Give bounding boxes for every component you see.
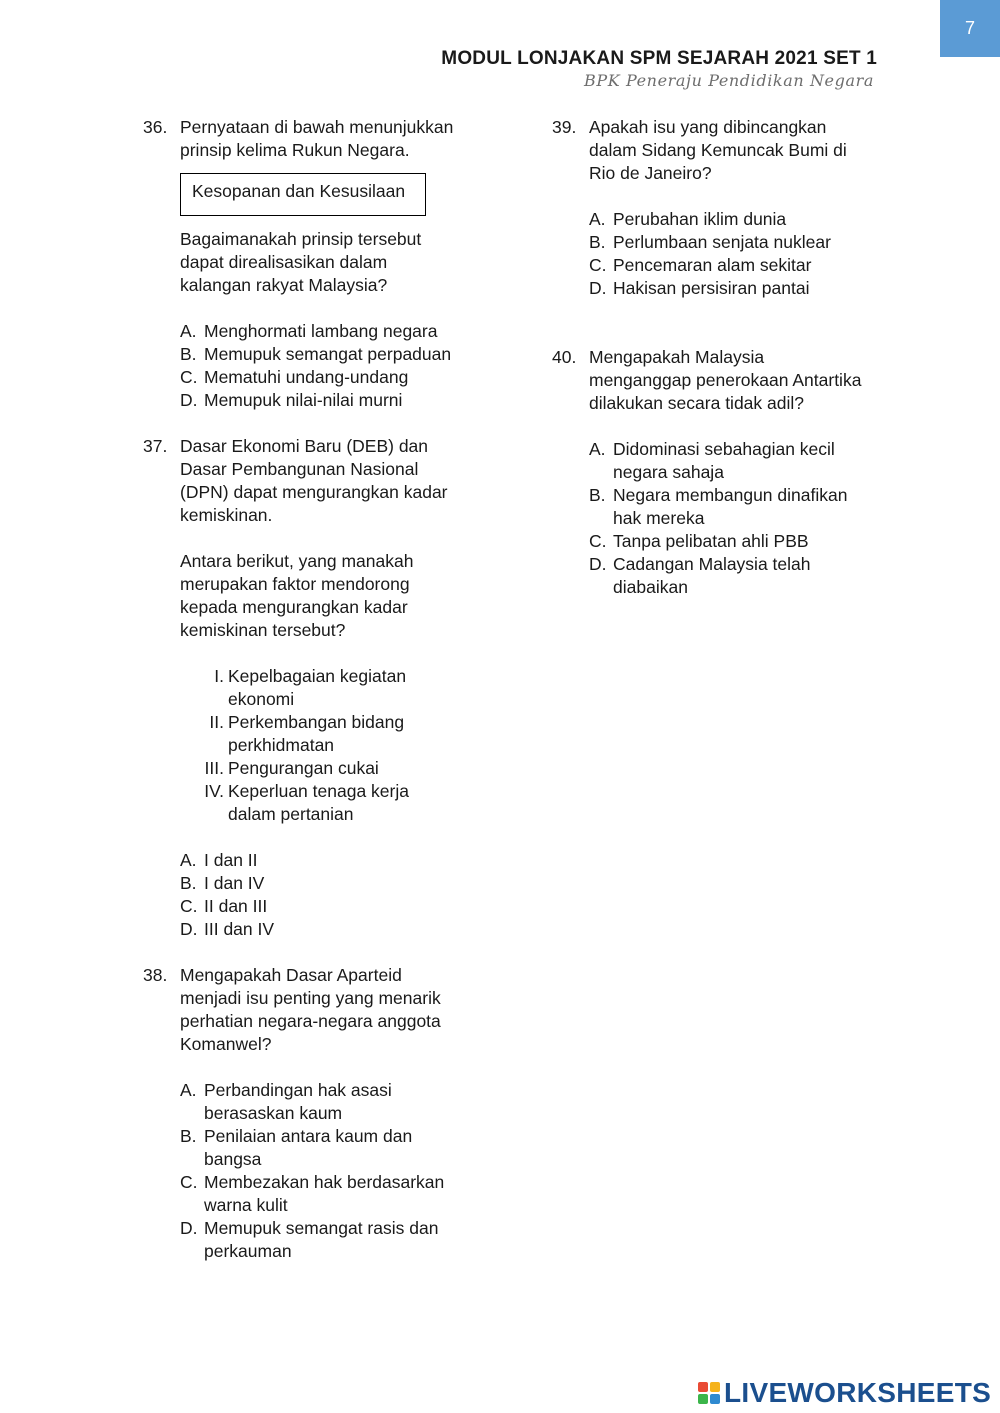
option-b[interactable]: B. Perlumbaan senjata nuklear [589,232,831,252]
option-a[interactable]: A. Perubahan iklim dunia [589,209,787,229]
option-c[interactable]: C. Membezakan hak berdasarkan warna kulit [180,1172,445,1215]
question-38 [143,964,488,1263]
option-d[interactable]: D. Memupuk semangat rasis dan perkauman [180,1218,439,1261]
question-stem: Apakah isu yang dibincangkan dalam Sidang Kemuncak Bumi di Rio de Janeiro? [589,117,847,183]
question-39 [552,116,897,300]
question-number: 40. [552,347,577,367]
page-number-badge: 7 [940,0,1000,57]
module-title: MODUL LONJAKAN SPM SEJARAH 2021 SET 1 [441,48,877,69]
right-column [552,116,897,622]
answer-options [180,849,488,941]
option-d[interactable]: D. Cadangan Malaysia telah diabaikan [589,554,811,597]
answer-options [589,438,897,599]
option-a[interactable]: A. I dan II [180,850,258,870]
question-stem: Pernyataan di bawah menunjukkan prinsip kelima Rukun Negara. [180,117,454,160]
option-c[interactable]: C. Tanpa pelibatan ahli PBB [589,531,809,551]
option-b[interactable]: B. Penilaian antara kaum dan bangsa [180,1126,413,1169]
option-d[interactable]: D. Memupuk nilai-nilai murni [180,390,403,410]
option-a[interactable]: A. Menghormati lambang negara [180,321,438,341]
question-37 [143,435,488,941]
answer-options [180,1079,488,1263]
logo-wordmark: LIVEWORKSHEETS [724,1377,992,1408]
option-c[interactable]: C. Mematuhi undang-undang [180,367,409,387]
liveworksheets-logo-icon [698,1382,720,1404]
quoted-principle-box: Kesopanan dan Kesusilaan [180,173,426,216]
statement-i: I. Kepelbagaian kegiatan ekonomi [214,666,407,709]
question-40 [552,346,897,599]
question-number: 36. [143,117,168,137]
answer-options [589,208,897,300]
statement-iii: III. Pengurangan cukai [204,758,379,778]
question-number: 38. [143,965,168,985]
question-prompt: Bagaimanakah prinsip tersebut dapat direalisasikan dalam kalangan rakyat Malaysia? [180,229,422,295]
answer-options [180,320,488,412]
option-a[interactable]: A. Perbandingan hak asasi berasaskan kaum [180,1080,392,1123]
option-b[interactable]: B. Negara membangun dinafikan hak mereka [589,485,848,528]
option-c[interactable]: C. Pencemaran alam sekitar [589,255,812,275]
question-number: 37. [143,436,168,456]
question-prompt: Antara berikut, yang manakah merupakan faktor mendorong kepada mengurangkan kadar kemiskinan tersebut? [180,551,414,640]
question-stem: Mengapakah Dasar Aparteid menjadi isu penting yang menarik perhatian negara-negara anggota Komanwel? [180,965,441,1054]
question-stem: Dasar Ekonomi Baru (DEB) dan Dasar Pembangunan Nasional (DPN) dapat mengurangkan kadar kemiskinan. [180,436,448,525]
option-c[interactable]: C. II dan III [180,896,268,916]
question-36 [143,116,488,412]
option-b[interactable]: B. I dan IV [180,873,265,893]
option-d[interactable]: D. Hakisan persisiran pantai [589,278,810,298]
roman-statements [180,665,488,826]
option-d[interactable]: D. III dan IV [180,919,275,939]
statement-iv: IV. Keperluan tenaga kerja dalam pertanian [204,781,409,824]
module-subtitle: BPK Peneraju Pendidikan Negara [584,71,874,90]
liveworksheets-logo[interactable] [698,1377,991,1409]
option-b[interactable]: B. Memupuk semangat perpaduan [180,344,452,364]
left-column [143,116,488,1286]
statement-ii: II. Perkembangan bidang perkhidmatan [209,712,405,755]
option-a[interactable]: A. Didominasi sebahagian kecil negara sahaja [589,439,835,482]
question-number: 39. [552,117,577,137]
question-stem: Mengapakah Malaysia menganggap penerokaan Antartika dilakukan secara tidak adil? [589,347,862,413]
